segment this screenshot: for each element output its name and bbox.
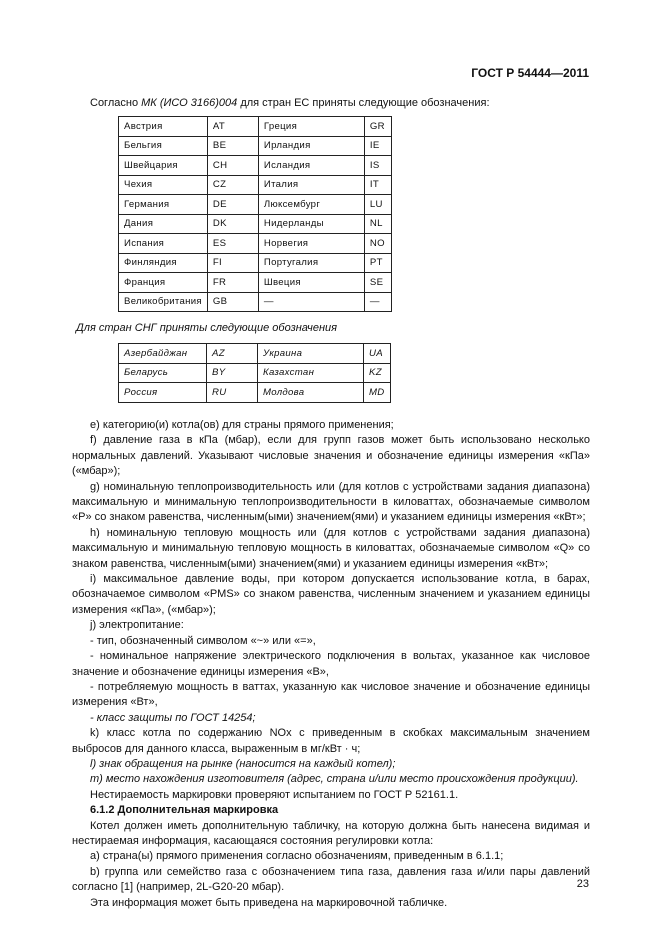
country-code-cell: CZ bbox=[207, 175, 258, 195]
paragraph: a) страна(ы) прямого применения согласно обозначениям, приведенным в 6.1.1; bbox=[90, 850, 504, 863]
paragraph: f) давление газа в кПа (мбар), если для групп газов может быть использовано несколько нормальных давлений. Указывают числовые значения и обозначение единицы измерения «кПа» («мбар»); bbox=[72, 434, 590, 478]
country-code-cell: IT bbox=[364, 175, 391, 195]
country-name-cell: Украина bbox=[258, 344, 364, 364]
paragraph: m) место нахождения изготовителя (адрес, страна и/или место происхождения продукции). bbox=[90, 773, 579, 786]
paragraph: - класс защиты по ГОСТ 14254; bbox=[90, 711, 256, 724]
intro-prefix: Согласно bbox=[90, 97, 142, 109]
country-name-cell: Исландия bbox=[258, 156, 364, 176]
document-header: ГОСТ Р 54444—2011 bbox=[471, 66, 589, 80]
paragraph: Нестираемость маркировки проверяют испытанием по ГОСТ Р 52161.1. bbox=[90, 788, 459, 801]
cis-country-codes-table bbox=[118, 343, 391, 403]
country-code-cell: BE bbox=[207, 136, 258, 156]
country-name-cell: Швеция bbox=[258, 273, 364, 293]
country-name-cell: Россия bbox=[119, 383, 207, 403]
intro-suffix: для стран ЕС приняты следующие обозначения: bbox=[237, 97, 490, 109]
country-name-cell: Италия bbox=[258, 175, 364, 195]
country-name-cell: Азербайджан bbox=[119, 344, 207, 364]
country-code-cell: FI bbox=[207, 253, 258, 273]
table-row bbox=[119, 175, 392, 195]
country-name-cell: — bbox=[258, 292, 364, 312]
country-name-cell: Казахстан bbox=[258, 363, 364, 383]
country-name-cell: Финляндия bbox=[119, 253, 208, 273]
country-code-cell: RU bbox=[207, 383, 258, 403]
country-name-cell: Швейцария bbox=[119, 156, 208, 176]
page-number: 23 bbox=[576, 878, 589, 890]
country-code-cell: DK bbox=[207, 214, 258, 234]
table-row bbox=[119, 234, 392, 254]
table-row bbox=[119, 273, 392, 293]
table-row bbox=[119, 292, 392, 312]
country-code-cell: AT bbox=[207, 117, 258, 137]
paragraph: Эта информация может быть приведена на маркировочной табличке. bbox=[90, 896, 448, 909]
paragraph: - номинальное напряжение электрического подключения в вольтах, указанное как числовое значение и обозначение единицы измерения «В», bbox=[72, 650, 590, 678]
country-code-cell: MD bbox=[364, 383, 391, 403]
table-row bbox=[119, 214, 392, 234]
country-name-cell: Молдова bbox=[258, 383, 364, 403]
table-row bbox=[119, 195, 392, 215]
section-heading: 6.1.2 Дополнительная маркировка bbox=[90, 804, 279, 817]
country-code-cell: — bbox=[364, 292, 391, 312]
country-name-cell: Греция bbox=[258, 117, 364, 137]
country-name-cell: Великобритания bbox=[119, 292, 208, 312]
country-name-cell: Германия bbox=[119, 195, 208, 215]
country-code-cell: PT bbox=[364, 253, 391, 273]
country-name-cell: Португалия bbox=[258, 253, 364, 273]
country-code-cell: LU bbox=[364, 195, 391, 215]
paragraph: l) знак обращения на рынке (наносится на каждый котел); bbox=[90, 757, 396, 770]
country-name-cell: Норвегия bbox=[258, 234, 364, 254]
paragraph: Котел должен иметь дополнительную табличку, на которую должна быть нанесена видимая и нестираемая информация, касающаяся состояния регулировки котла: bbox=[72, 819, 590, 847]
table-row bbox=[119, 344, 391, 364]
country-code-cell: IE bbox=[364, 136, 391, 156]
body-text bbox=[72, 418, 590, 911]
eu-country-codes-table bbox=[118, 116, 392, 312]
country-name-cell: Дания bbox=[119, 214, 208, 234]
country-code-cell: UA bbox=[364, 344, 391, 364]
country-code-cell: BY bbox=[207, 363, 258, 383]
country-code-cell: DE bbox=[207, 195, 258, 215]
table-row bbox=[119, 383, 391, 403]
paragraph: - потребляемую мощность в ваттах, указанную как числовое значение и обозначение единицы измерения «Вт», bbox=[72, 680, 590, 709]
country-name-cell: Бельгия bbox=[119, 136, 208, 156]
paragraph: b) группа или семейство газа с обозначением типа газа, давления газа и/или пары давлений согласно [1] (например, 2L-G20-20 мбар). bbox=[72, 865, 590, 894]
table-row bbox=[119, 136, 392, 156]
intro-text bbox=[90, 97, 490, 109]
country-code-cell: CH bbox=[207, 156, 258, 176]
country-code-cell: AZ bbox=[207, 344, 258, 364]
country-name-cell: Ирландия bbox=[258, 136, 364, 156]
country-name-cell: Чехия bbox=[119, 175, 208, 195]
country-name-cell: Испания bbox=[119, 234, 208, 254]
paragraph: j) электропитание: bbox=[90, 619, 184, 632]
paragraph: k) класс котла по содержанию NOx с приведенным в скобках максимальным значением выбросов для данного класса, выраженным в мг/кВт · ч; bbox=[72, 727, 590, 755]
country-name-cell: Беларусь bbox=[119, 363, 207, 383]
country-code-cell: IS bbox=[364, 156, 391, 176]
country-name-cell: Нидерланды bbox=[258, 214, 364, 234]
paragraph: - тип, обозначенный символом «~» или «=», bbox=[90, 634, 316, 647]
paragraph: e) категорию(и) котла(ов) для страны прямого применения; bbox=[90, 419, 394, 431]
paragraph: g) номинальную теплопроизводительность или (для котлов с устройствами задания диапазона) максимальную и минимальную теплопроизводительности в киловаттах, обозначаемые символом «P» со знаком равенства, численным(ыми) значением(ями) и указанием единицы измерения «кВт»; bbox=[72, 480, 590, 524]
country-code-cell: GR bbox=[364, 117, 391, 137]
paragraph: i) максимальное давление воды, при котором допускается использование котла, в барах, обозначаемое символом «PMS» со знаком равенства, численным значением и указанием единицы измерения «кПа», («мбар»); bbox=[72, 573, 590, 616]
table-row bbox=[119, 117, 392, 137]
country-name-cell: Австрия bbox=[119, 117, 208, 137]
table-row bbox=[119, 253, 392, 273]
country-code-cell: SE bbox=[364, 273, 391, 293]
paragraph: h) номинальную тепловую мощность или (для котлов с устройствами задания диапазона) максимальную и минимальную тепловую мощность в киловаттах, обозначаемые символом «Q» со знаком равенства, численным(ыми) значением(ями) и указанием единицы измерения «кВт»; bbox=[72, 526, 590, 570]
country-code-cell: ES bbox=[207, 234, 258, 254]
country-code-cell: GB bbox=[207, 292, 258, 312]
cis-heading: Для стран СНГ приняты следующие обозначения bbox=[76, 322, 338, 334]
country-name-cell: Франция bbox=[119, 273, 208, 293]
intro-ref: МК (ИСО 3166)004 bbox=[141, 97, 238, 109]
table-row bbox=[119, 363, 391, 383]
country-code-cell: NL bbox=[364, 214, 391, 234]
country-code-cell: KZ bbox=[364, 363, 391, 383]
country-code-cell: NO bbox=[364, 234, 391, 254]
country-name-cell: Люксембург bbox=[258, 195, 364, 215]
table-row bbox=[119, 156, 392, 176]
country-code-cell: FR bbox=[207, 273, 258, 293]
